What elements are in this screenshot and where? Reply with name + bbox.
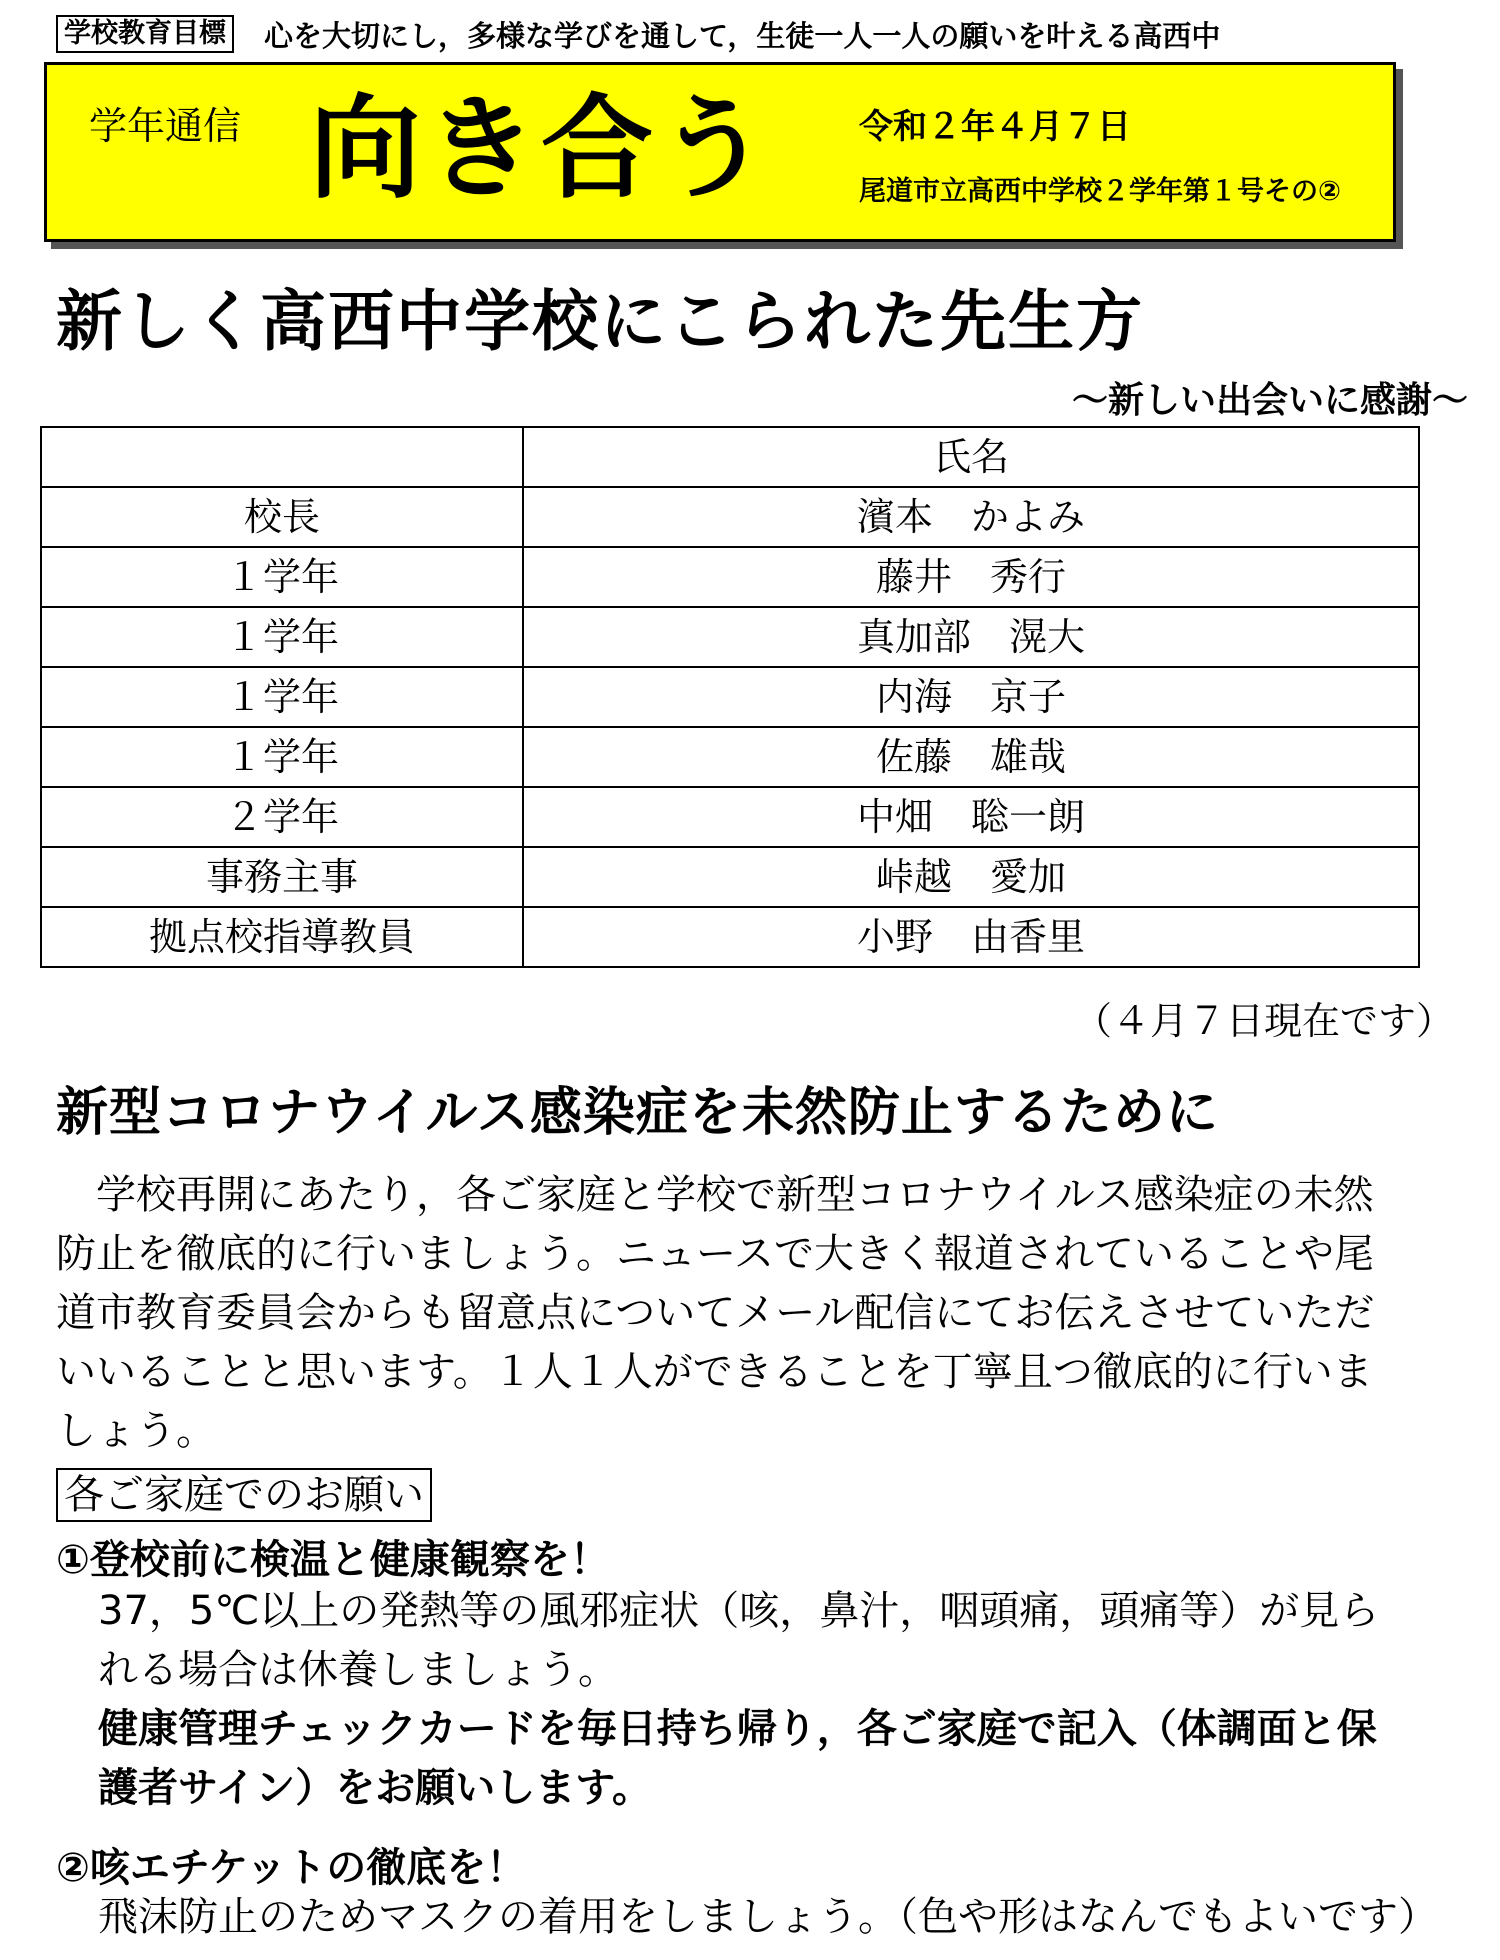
name-cell: 峠越 愛加 bbox=[523, 847, 1419, 907]
home-requests-label: 各ご家庭でのお願い bbox=[56, 1468, 432, 1522]
item1-line: 37，5℃以上の発熱等の風邪症状（咳，鼻汁，咽頭痛，頭痛等）が見ら bbox=[98, 1588, 1380, 1634]
paragraph-line: 学校再開にあたり，各ご家庭と学校で新型コロナウイルス感染症の未然 bbox=[56, 1172, 1374, 1218]
item1-line: れる場合は休養しましょう。 bbox=[98, 1647, 618, 1693]
paragraph-line: しょう。 bbox=[56, 1408, 216, 1454]
as-of-note: （４月７日現在です） bbox=[1073, 999, 1454, 1043]
item2-heading: ②咳エチケットの徹底を！ bbox=[56, 1845, 527, 1891]
motto-text: 心を大切にし，多様な学びを通して，生徒一人一人の願いを叶える高西中 bbox=[264, 18, 1221, 53]
table-row bbox=[41, 487, 1419, 547]
section2-title: 新型コロナウイルス感染症を未然防止するために bbox=[56, 1083, 1219, 1143]
table-header-row bbox=[41, 427, 1419, 487]
role-cell: 事務主事 bbox=[41, 847, 523, 907]
role-cell: ２学年 bbox=[41, 787, 523, 847]
role-cell: 拠点校指導教員 bbox=[41, 907, 523, 967]
item1-bold-line: 護者サイン）をお願いします。 bbox=[98, 1765, 652, 1811]
name-cell: 小野 由香里 bbox=[523, 907, 1419, 967]
paragraph-line: 道市教育委員会からも留意点についてメール配信にてお伝えさせていただ bbox=[56, 1290, 1375, 1336]
issue-number: 尾道市立高西中学校２学年第１号その② bbox=[859, 176, 1341, 207]
newsletter-title: 向き合う bbox=[309, 84, 773, 214]
header-name: 氏名 bbox=[523, 427, 1419, 487]
item1-bold-line: 健康管理チェックカードを毎日持ち帰り，各ご家庭で記入（体調面と保 bbox=[98, 1706, 1377, 1752]
issue-date: 令和２年４月７日 bbox=[859, 107, 1131, 147]
role-cell: １学年 bbox=[41, 607, 523, 667]
new-teachers-table bbox=[40, 426, 1420, 968]
table-row bbox=[41, 667, 1419, 727]
paragraph-line: 防止を徹底的に行いましょう。ニュースで大きく報道されていることや尾 bbox=[56, 1231, 1374, 1277]
header-role bbox=[41, 427, 523, 487]
section1-subtitle: ～新しい出会いに感謝～ bbox=[1071, 380, 1468, 421]
paragraph-line: いいることと思います。１人１人ができることを丁寧且つ徹底的に行いま bbox=[56, 1349, 1373, 1395]
name-cell: 藤井 秀行 bbox=[523, 547, 1419, 607]
section1-title: 新しく高西中学校にこられた先生方 bbox=[56, 283, 1144, 360]
item1-body bbox=[98, 1582, 1379, 1818]
intro-paragraph bbox=[56, 1166, 1476, 1461]
role-cell: １学年 bbox=[41, 547, 523, 607]
name-cell: 中畑 聡一朗 bbox=[523, 787, 1419, 847]
table-row bbox=[41, 787, 1419, 847]
name-cell: 濱本 かよみ bbox=[523, 487, 1419, 547]
role-cell: 校長 bbox=[41, 487, 523, 547]
role-cell: １学年 bbox=[41, 727, 523, 787]
name-cell: 真加部 滉大 bbox=[523, 607, 1419, 667]
table-row bbox=[41, 727, 1419, 787]
item2-line: 飛沫防止のためマスクの着用をしましょう。（色や形はなんでもよいです） bbox=[98, 1894, 1438, 1940]
item1-heading: ①登校前に検温と健康観察を！ bbox=[56, 1537, 610, 1583]
role-cell: １学年 bbox=[41, 667, 523, 727]
table-row bbox=[41, 847, 1419, 907]
table-row bbox=[41, 607, 1419, 667]
table-row bbox=[41, 547, 1419, 607]
motto-label: 学校教育目標 bbox=[56, 15, 234, 53]
name-cell: 内海 京子 bbox=[523, 667, 1419, 727]
banner-kicker: 学年通信 bbox=[89, 104, 242, 148]
newsletter-banner bbox=[44, 62, 1396, 242]
name-cell: 佐藤 雄哉 bbox=[523, 727, 1419, 787]
item2-body bbox=[98, 1888, 1438, 1947]
table-row bbox=[41, 907, 1419, 967]
school-motto bbox=[56, 14, 1220, 54]
